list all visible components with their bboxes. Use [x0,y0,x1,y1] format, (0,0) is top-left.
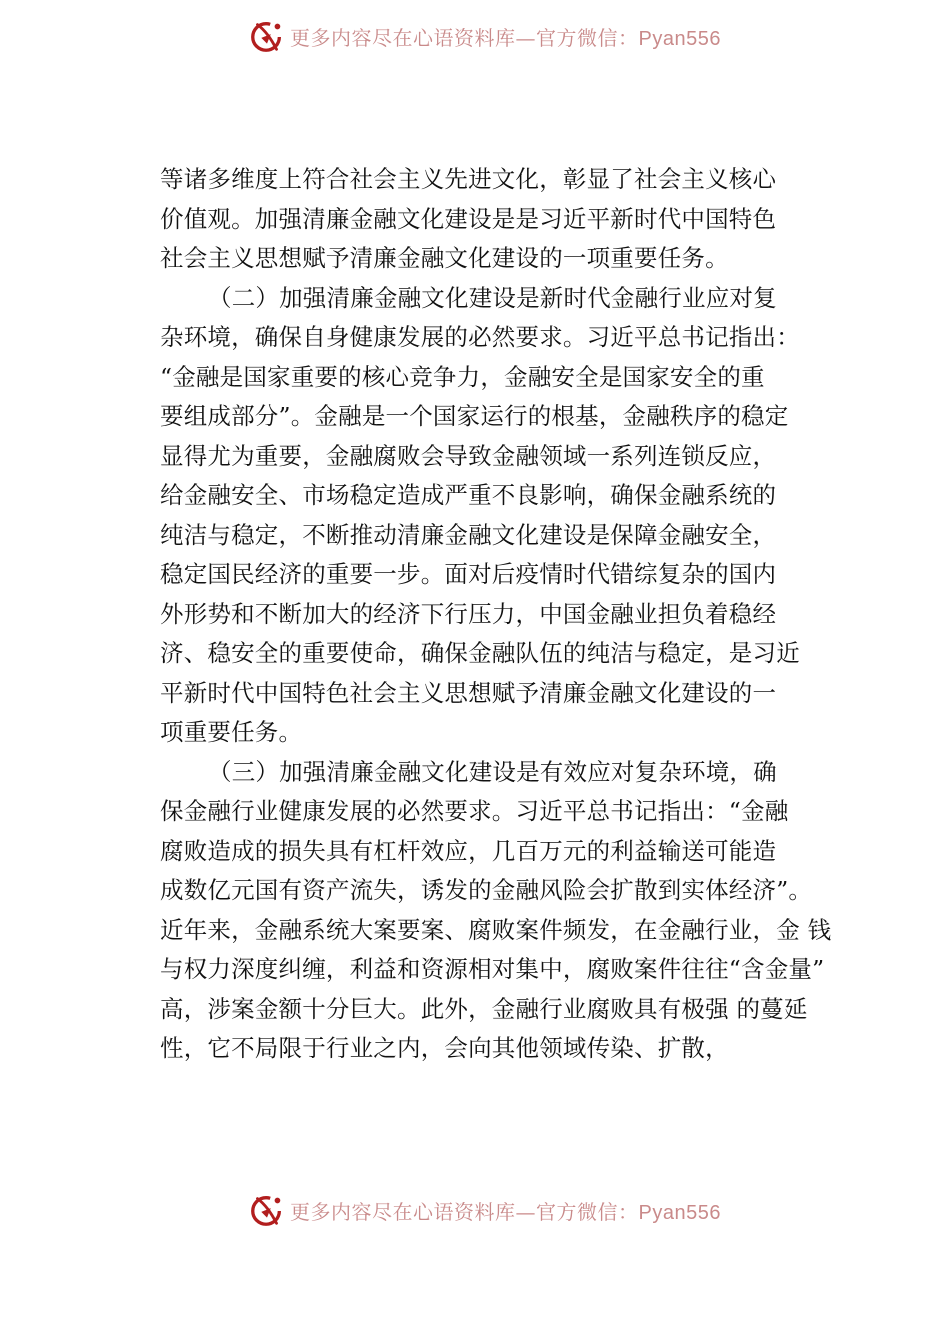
banner-text [290,1196,721,1225]
text-line: 要组成部分”。金融是一个国家运行的根基，金融秩序的稳定 [160,402,789,430]
text-line: （三）加强清廉金融文化建设是有效应对复杂环境，确 [208,757,777,786]
text-line: 纯洁与稳定，不断推动清廉金融文化建设是保障金融安全， [160,520,777,549]
text-line: 保金融行业健康发展的必然要求。习近平总书记指出：“金融 [160,797,789,825]
header-banner [248,16,721,56]
text-line: 与权力深度纠缠，利益和资源相对集中，腐败案件往往“含金量” [160,955,825,983]
text-line: 性，它不局限于行业之内，会向其他领域传染、扩散， [160,1034,729,1062]
text-line: 等诸多维度上符合社会主义先进文化，彰显了社会主义核心 [160,165,777,193]
text-line: 社会主义思想赋予清廉金融文化建设的一项重要任务。 [160,244,729,272]
footer-banner [248,1190,721,1230]
text-line: 项重要任务。 [160,718,303,746]
banner-dash: — [515,1199,536,1224]
banner-channel: 官方微信： [536,25,639,50]
brush-seal-logo-icon [248,17,286,55]
text-line: 高，涉案金额十分巨大。此外，金融行业腐败具有极强 的蔓延 [160,994,808,1023]
brush-seal-logo-icon [248,1191,286,1229]
banner-wechat-id: Pyan556 [638,1201,721,1224]
text-line: 腐败造成的损失具有杠杆效应，几百万元的利益输送可能造 [160,836,777,865]
text-line: 价值观。加强清廉金融文化建设是是习近平新时代中国特色 [160,204,777,233]
banner-text [290,22,721,51]
banner-main-text: 更多内容尽在心语资料库 [290,1199,516,1224]
text-line: 平新时代中国特色社会主义思想赋予清廉金融文化建设的一 [160,678,777,707]
text-line: 稳定国民经济的重要一步。面对后疫情时代错综复杂的国内 [160,560,777,588]
text-line: 济、稳安全的重要使命，确保金融队伍的纯洁与稳定，是习近 [160,639,800,667]
banner-dash: — [515,25,536,50]
banner-wechat-id: Pyan556 [638,27,721,50]
document-body [160,160,840,1069]
banner-main-text: 更多内容尽在心语资料库 [290,25,516,50]
text-line: 成数亿元国有资产流失，诱发的金融风险会扩散到实体经济”。 [160,876,813,904]
banner-channel: 官方微信： [536,1199,639,1224]
text-line: 显得尤为重要，金融腐败会导致金融领域一系列连锁反应， [160,441,777,470]
text-line: 外形势和不断加大的经济下行压力，中国金融业担负着稳经 [160,599,777,628]
text-line: 近年来，金融系统大案要案、腐败案件频发，在金融行业，金 钱 [160,915,832,944]
text-line: “金融是国家重要的核心竞争力，金融安全是国家安全的重 [160,362,765,391]
text-line: 给金融安全、市场稳定造成严重不良影响，确保金融系统的 [160,481,777,509]
text-line: 杂环境，确保自身健康发展的必然要求。习近平总书记指出： [160,323,800,351]
text-line: （二）加强清廉金融文化建设是新时代金融行业应对复 [208,283,777,312]
